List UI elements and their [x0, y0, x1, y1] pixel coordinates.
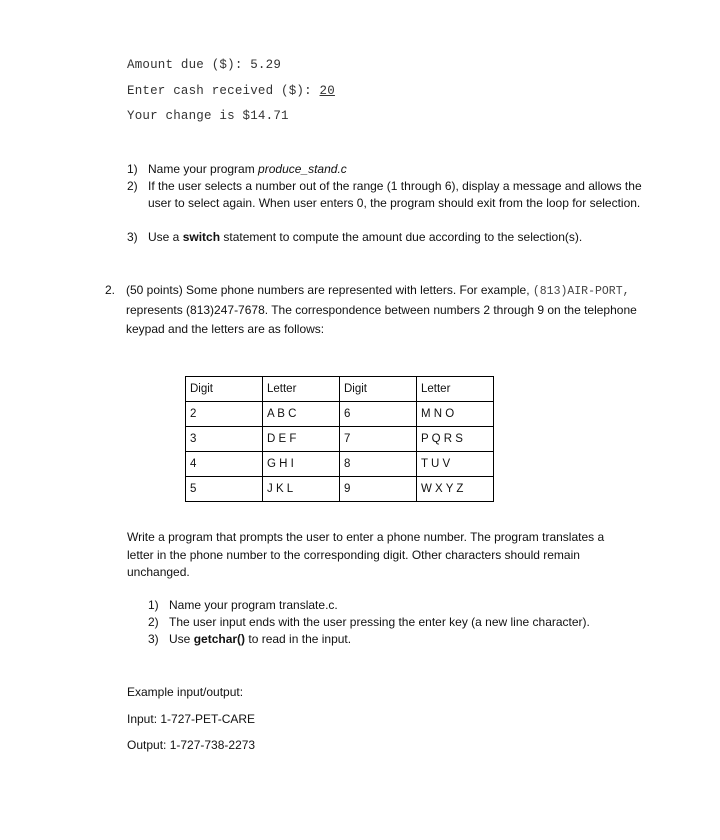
console-cash-prompt: Enter cash received ($):: [127, 84, 320, 98]
table-cell: 7: [340, 427, 417, 452]
list-number: 2): [127, 179, 138, 193]
question-text: (50 points) Some phone numbers are represented with letters. For example,: [126, 283, 533, 297]
table-row: [186, 452, 494, 477]
table-cell: 8: [340, 452, 417, 477]
list-number: 1): [148, 598, 159, 612]
question-text: represents (813)247-7678. The correspondence between numbers 2 through 9 on the telephone keypad and the letters are as follows:: [126, 303, 637, 336]
program-name: produce_stand.c: [258, 162, 347, 176]
table-row: [186, 477, 494, 502]
table-header: Letter: [417, 377, 494, 402]
table-cell: 2: [186, 402, 263, 427]
console-amount-due: Amount due ($): 5.29: [127, 58, 282, 72]
list-text: Use: [169, 632, 194, 646]
example-input: Input: 1-727-PET-CARE: [127, 712, 256, 726]
list-text: If the user selects a number out of the range (1 through 6), display a message and allows the user to select again. When user enters 0, the program should exit from the loop for selection.: [148, 179, 642, 210]
table-row: [186, 402, 494, 427]
table-row: [186, 427, 494, 452]
table-cell: P Q R S: [417, 427, 494, 452]
table-cell: 4: [186, 452, 263, 477]
table-cell: 3: [186, 427, 263, 452]
example-code: (813)AIR-PORT,: [532, 285, 630, 298]
list-text: to read in the input.: [245, 632, 352, 646]
keyword-getchar: getchar(): [193, 632, 246, 646]
example-output: Output: 1-727-738-2273: [127, 738, 256, 752]
console-cash-value: 20: [319, 84, 335, 98]
keyword-switch: switch: [182, 230, 221, 244]
table-header-row: [186, 377, 494, 402]
list-number: 3): [148, 632, 159, 646]
list-number: 2): [148, 615, 159, 629]
console-change: Your change is $14.71: [127, 109, 289, 123]
example-heading: Example input/output:: [127, 685, 244, 699]
table-cell: M N O: [417, 402, 494, 427]
table-cell: 6: [340, 402, 417, 427]
list-number: 1): [127, 162, 138, 176]
list-text: Use a: [148, 230, 183, 244]
table-header: Letter: [263, 377, 340, 402]
table-header: Digit: [340, 377, 417, 402]
table-cell: J K L: [263, 477, 340, 502]
table-cell: D E F: [263, 427, 340, 452]
table-cell: T U V: [417, 452, 494, 477]
description-paragraph: Write a program that prompts the user to enter a phone number. The program translates a letter in the phone number to the corresponding digit. Other characters should remain unchanged.: [127, 530, 605, 579]
table-cell: W X Y Z: [417, 477, 494, 502]
list-number: 3): [127, 230, 138, 244]
list-text: Name your program: [148, 162, 259, 176]
list-text: statement to compute the amount due according to the selection(s).: [220, 230, 583, 244]
table-cell: A B C: [263, 402, 340, 427]
keypad-table: [185, 376, 494, 502]
table-cell: G H I: [263, 452, 340, 477]
table-cell: 5: [186, 477, 263, 502]
console-cash-line: [127, 84, 335, 98]
list-text: Name your program translate.c.: [169, 598, 338, 612]
table-header: Digit: [186, 377, 263, 402]
table-cell: 9: [340, 477, 417, 502]
question-number: 2.: [105, 283, 116, 297]
list-text: The user input ends with the user pressing the enter key (a new line character).: [169, 615, 590, 629]
